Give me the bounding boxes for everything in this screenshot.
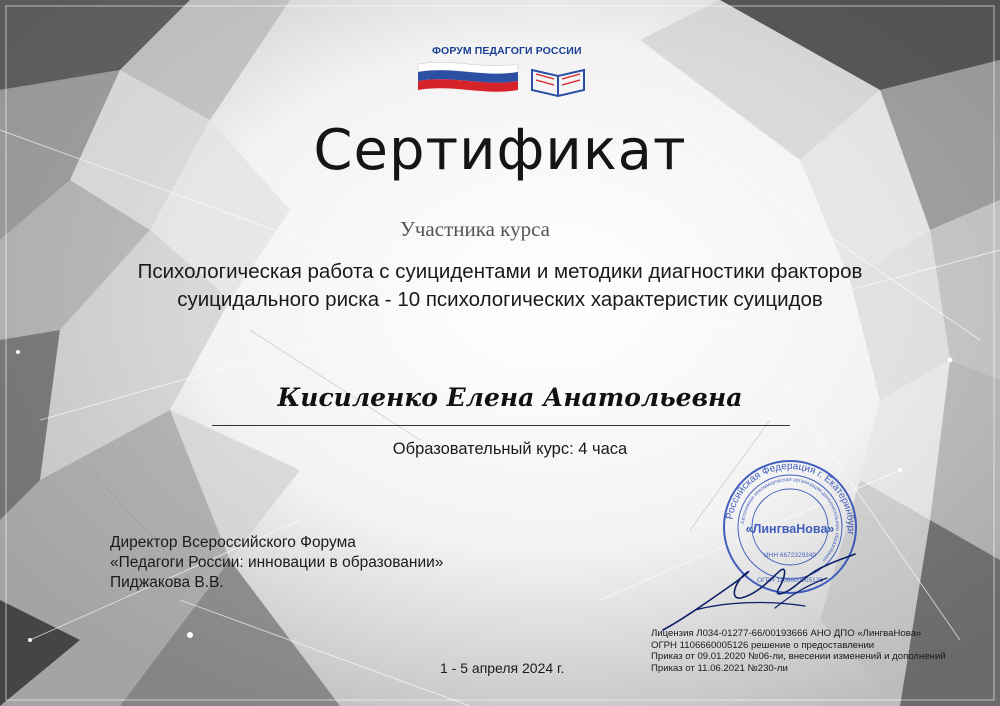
director-name: Пиджакова В.В. <box>110 574 224 591</box>
logo-text: ФОРУМ ПЕДАГОГИ РОССИИ <box>432 45 582 57</box>
seal-outer-text: Российская Федерация г. Екатеринбург <box>724 460 857 536</box>
course-date: 1 - 5 апреля 2024 г. <box>440 660 565 676</box>
flag-book-icon <box>414 56 594 98</box>
course-title <box>60 258 940 314</box>
license-line-2: ОГРН 1106660005126 решение о предоставлении <box>651 639 875 651</box>
recipient-name: Кисиленко Елена Анатольевна <box>277 383 743 412</box>
certificate-title: Сертификат <box>313 118 687 183</box>
forum-logo <box>414 42 604 98</box>
course-title-line-1: Психологическая работа с суицидентами и методики диагностики факторов <box>137 260 863 283</box>
license-info <box>651 628 946 674</box>
director-title: Директор Всероссийского Форума <box>110 534 356 551</box>
director-forum-name: «Педагоги России: инновации в образовании» <box>110 554 444 571</box>
course-hours: Образовательный курс: 4 часа <box>392 440 628 458</box>
certificate-subtitle: Участника курса <box>400 217 550 241</box>
license-line-3: Приказ от 09.01.2020 №06-ли, внесении изменений и дополнений <box>651 651 946 662</box>
seal-ogrn: ОГРН 1106600005126 <box>757 577 823 584</box>
seal-inner-text: Автономная некоммерческая организация дополнительного образования <box>740 476 841 563</box>
director-block <box>110 533 443 593</box>
name-underline <box>212 425 790 426</box>
license-line-1: Лицензия Л034-01277-66/00193666 АНО ДПО «ЛингваНова» <box>651 628 922 639</box>
license-line-4: Приказ от 11.06.2021 №230-ли <box>651 662 788 674</box>
course-title-line-2: суицидального риска - 10 психологических характеристик суицидов <box>177 288 823 311</box>
seal-inn: ИНН 6672329340 <box>763 552 817 559</box>
seal-center-text: «ЛингваНова» <box>745 522 835 536</box>
